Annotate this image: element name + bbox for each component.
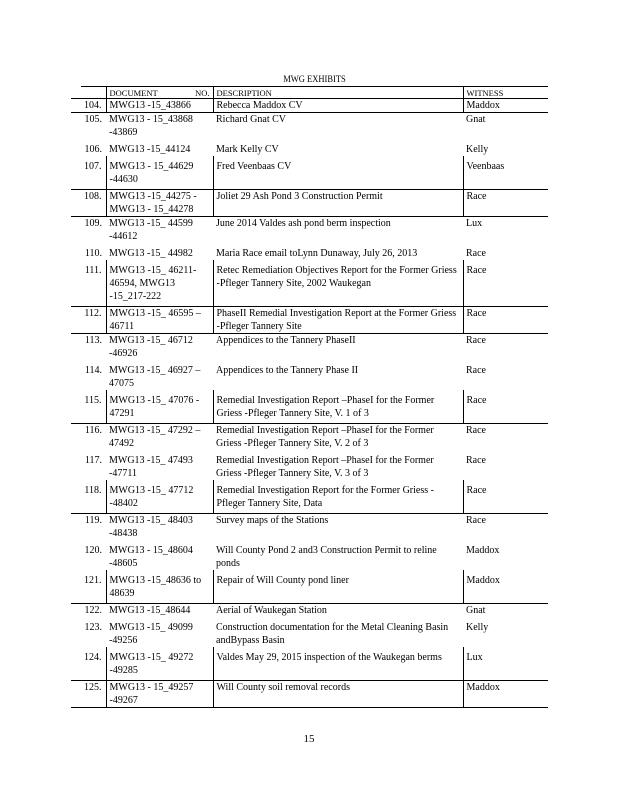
row-number: 111. [71, 260, 106, 307]
document-number: MWG13 -15_ 47076 - 47291 [106, 390, 213, 424]
description: Mark Kelly CV [216, 144, 279, 155]
witness: Race [466, 365, 486, 376]
description: Richard Gnat CV [216, 114, 286, 125]
description: Rebecca Maddox CV [213, 99, 463, 113]
row-number: 104. [71, 99, 106, 113]
row-number: 106. [84, 144, 102, 155]
table-row [71, 450, 548, 480]
column-header-no: NO. [195, 88, 210, 98]
witness: Gnat [466, 605, 486, 616]
witness: Race [466, 248, 486, 259]
witness: Gnat [466, 114, 486, 125]
document-number: MWG13 -15_ 47493 -47711 [109, 455, 193, 479]
table-row [71, 570, 548, 604]
witness: Race [463, 480, 548, 514]
table-row [71, 113, 548, 140]
row-number: 108. [71, 190, 106, 217]
description: Will County Pond 2 and3 Construction Permit to reline ponds [216, 545, 437, 569]
row-number: 121. [71, 570, 106, 604]
description: Construction documentation for the Metal Cleaning Basin andBypass Basin [216, 622, 449, 646]
row-number: 109. [84, 218, 102, 229]
document-number: MWG13 -15_ 47712 -48402 [106, 480, 213, 514]
description: Joliet 29 Ash Pond 3 Construction Permit [213, 190, 463, 217]
document-number: MWG13 - 15_48604 -48605 [109, 545, 193, 569]
description: PhaseII Remedial Investigation Report at the Former Griess -Pfleger Tannery Site [213, 307, 463, 334]
column-header-row [71, 87, 548, 99]
row-number: 114. [84, 365, 102, 376]
witness: Race [466, 335, 486, 346]
table-row [71, 260, 548, 307]
table-row [71, 307, 548, 334]
description: Remedial Investigation Report –PhaseI for the Former Griess -Pfleger Tannery Site, V. 1 of 3 [213, 390, 463, 424]
document-number: MWG13 -15_ 49272 -49285 [106, 647, 213, 681]
table-row [71, 681, 548, 708]
table-row [71, 156, 548, 190]
table-row [71, 424, 548, 451]
row-number: 119. [84, 515, 102, 526]
document-number: MWG13 -15_44275 - MWG13 - 15_44278 [106, 190, 213, 217]
exhibits-table-body [71, 87, 548, 708]
witness: Maddox [466, 545, 500, 556]
description: Retec Remediation Objectives Report for the Former Griess -Pfleger Tannery Site, 2002 Waukegan [213, 260, 463, 307]
table-row [71, 514, 548, 541]
description: Remedial Investigation Report –PhaseI for the Former Griess -Pfleger Tannery Site, V. 3 of 3 [216, 455, 434, 479]
document-number: MWG13 -15_ 44982 [109, 248, 193, 259]
row-number: 115. [71, 390, 106, 424]
row-number: 112. [71, 307, 106, 334]
table-row [71, 617, 548, 647]
table-row [71, 334, 548, 361]
document-number: MWG13 -15_ 47292 – 47492 [109, 425, 201, 449]
document-number: MWG13 -15_48644 [109, 605, 191, 616]
description: Remedial Investigation Report –PhaseI for the Former Griess -Pfleger Tannery Site, V. 2 of 3 [216, 425, 434, 449]
witness: Maddox [463, 99, 548, 113]
witness: Kelly [466, 144, 489, 155]
document-number: MWG13 -15_ 49099 -49256 [109, 622, 193, 646]
table-row [71, 99, 548, 113]
witness: Lux [466, 218, 483, 229]
witness: Lux [463, 647, 548, 681]
table-row [71, 540, 548, 570]
table-row [71, 217, 548, 244]
witness: Kelly [466, 622, 489, 633]
table-row [71, 480, 548, 514]
document-number: MWG13 -15_48636 to 48639 [106, 570, 213, 604]
document-number: MWG13 -15_ 48403 -48438 [109, 515, 193, 539]
witness: Race [463, 307, 548, 334]
row-number: 116. [84, 425, 102, 436]
exhibits-table [71, 87, 548, 708]
witness: Race [463, 190, 548, 217]
document-number: MWG13 -15_ 46595 – 46711 [106, 307, 213, 334]
description: Will County soil removal records [213, 681, 463, 708]
table-row [71, 647, 548, 681]
witness: Maddox [463, 570, 548, 604]
column-header-document: DOCUMENT NO. [106, 87, 213, 99]
description: Remedial Investigation Report for the Former Griess -Pfleger Tannery Site, Data [213, 480, 463, 514]
witness: Race [463, 260, 548, 307]
document-number: MWG13 - 15_44629 -44630 [106, 156, 213, 190]
witness: Race [466, 515, 486, 526]
row-number: 124. [71, 647, 106, 681]
exhibits-page [71, 72, 548, 708]
table-row [71, 390, 548, 424]
row-number: 123. [84, 622, 102, 633]
table-row [71, 604, 548, 618]
row-number: 120. [84, 545, 102, 556]
document-number: MWG13 -15_ 46712 -46926 [109, 335, 193, 359]
document-number: MWG13 -15_ 46211- 46594, MWG13 -15_217-222 [106, 260, 213, 307]
witness: Maddox [463, 681, 548, 708]
document-number: MWG13 -15_ 44599 -44612 [109, 218, 193, 242]
row-number: 122. [84, 605, 102, 616]
description: Appendices to the Tannery PhaseII [216, 335, 356, 346]
column-header-description: DESCRIPTION [213, 87, 463, 99]
description: Survey maps of the Stations [216, 515, 329, 526]
row-number: 107. [71, 156, 106, 190]
document-number: MWG13 - 15_43868 -43869 [109, 114, 193, 138]
table-title: MWG EXHIBITS [81, 72, 548, 87]
row-number: 118. [71, 480, 106, 514]
row-number: 110. [84, 248, 102, 259]
witness: Race [466, 425, 486, 436]
witness: Race [466, 455, 486, 466]
row-number: 113. [84, 335, 102, 346]
document-number: MWG13 -15_ 46927 – 47075 [109, 365, 201, 389]
witness: Veenbaas [463, 156, 548, 190]
description: Maria Race email toLynn Dunaway, July 26, 2013 [216, 248, 418, 259]
row-number: 117. [84, 455, 102, 466]
table-row [71, 139, 548, 156]
table-row [71, 243, 548, 260]
row-number: 125. [71, 681, 106, 708]
document-number: MWG13 -15_44124 [109, 144, 191, 155]
table-row [71, 360, 548, 390]
description: Fred Veenbaas CV [213, 156, 463, 190]
description: Valdes May 29, 2015 inspection of the Waukegan berms [213, 647, 463, 681]
description: Repair of Will County pond liner [213, 570, 463, 604]
row-number: 105. [84, 114, 102, 125]
witness: Race [463, 390, 548, 424]
column-header-witness: WITNESS [463, 87, 548, 99]
description: June 2014 Valdes ash pond berm inspection [216, 218, 391, 229]
document-number: MWG13 -15_43866 [106, 99, 213, 113]
page-number: 15 [303, 733, 315, 745]
table-row [71, 190, 548, 217]
description: Aerial of Waukegan Station [216, 605, 327, 616]
document-number: MWG13 - 15_49257 -49267 [106, 681, 213, 708]
description: Appendices to the Tannery Phase II [216, 365, 359, 376]
